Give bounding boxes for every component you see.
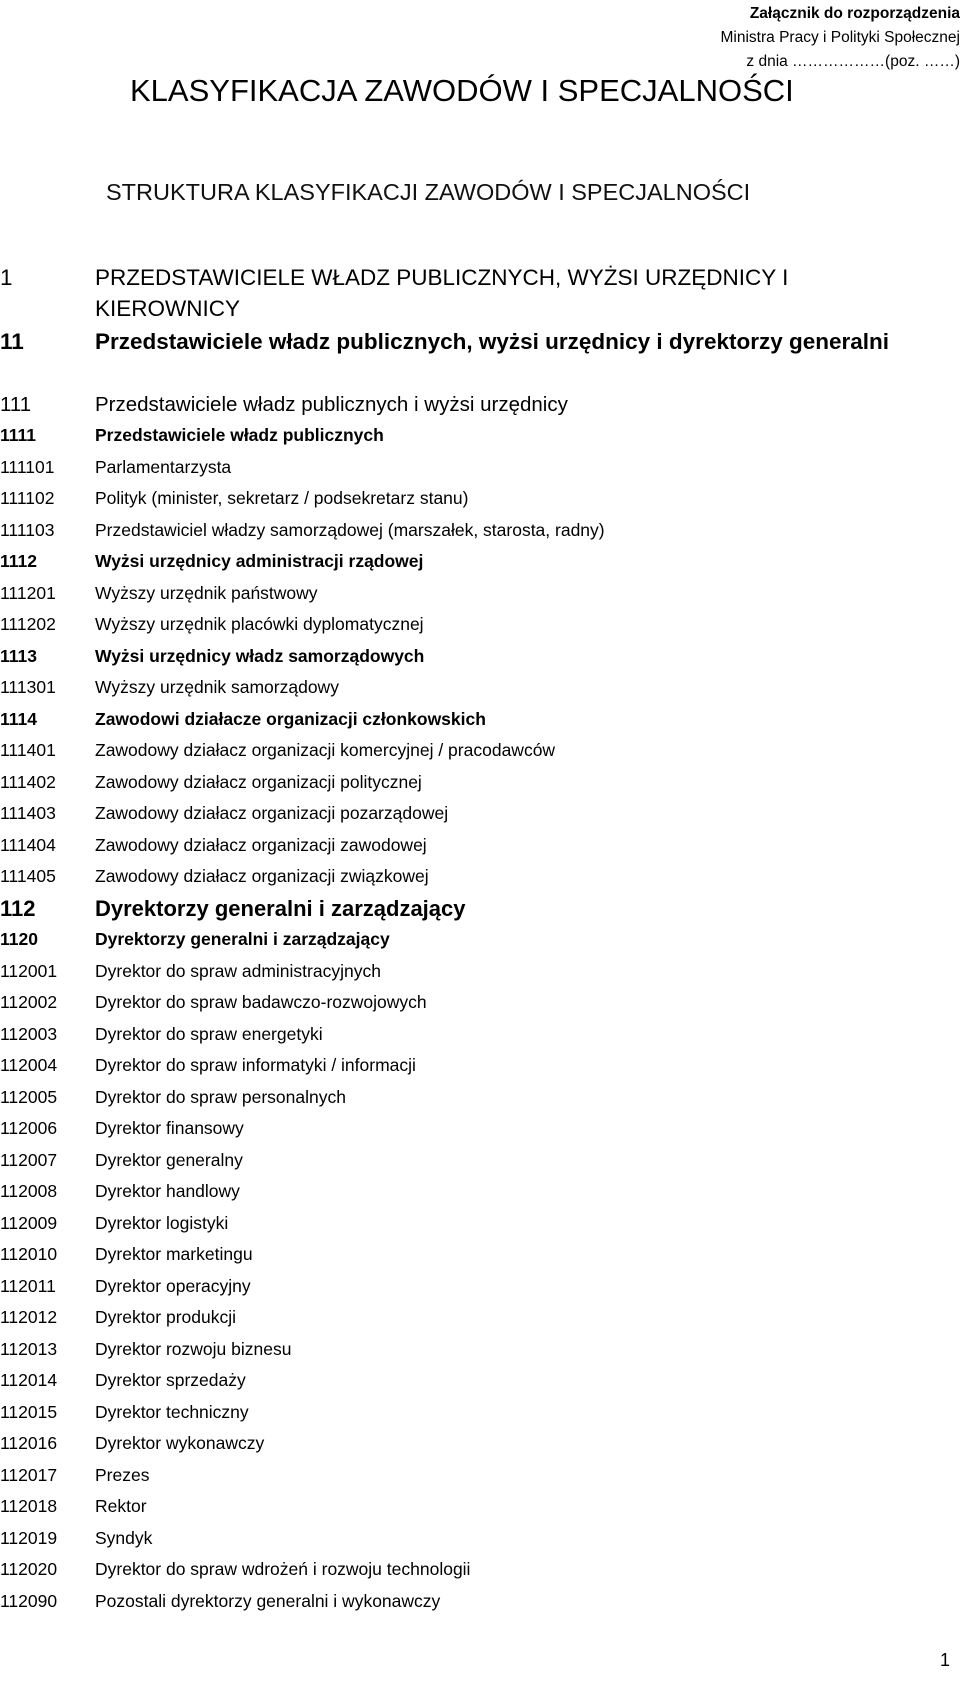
group-row — [0, 262, 945, 324]
occupation-code: 112015 — [0, 1401, 58, 1422]
group-label: PRZEDSTAWICIELE WŁADZ PUBLICZNYCH, WYŻSI URZĘDNICY I KIEROWNICY — [95, 265, 789, 321]
occupation-row — [0, 672, 945, 704]
occupation-label: Dyrektor do spraw informatyki / informacji — [95, 1055, 416, 1075]
occupation-row — [0, 1271, 945, 1303]
occupation-label: Wyższy urzędnik placówki dyplomatycznej — [95, 614, 424, 634]
occupation-row — [0, 483, 945, 515]
group-row — [0, 641, 945, 673]
occupation-code: 112001 — [0, 960, 58, 981]
occupation-label: Dyrektor generalny — [95, 1149, 243, 1170]
occupation-row — [0, 735, 945, 767]
occupation-code: 112004 — [0, 1055, 58, 1075]
occupation-row — [0, 578, 945, 610]
occupation-code: 112008 — [0, 1181, 58, 1201]
occupation-label: Zawodowy działacz organizacji zawodowej — [95, 834, 427, 855]
group-label: Wyżsi urzędnicy władz samorządowych — [95, 645, 425, 666]
occupation-row — [0, 830, 945, 862]
occupation-label: Dyrektor wykonawczy — [95, 1433, 265, 1453]
occupation-row — [0, 987, 945, 1019]
occupation-code: 112016 — [0, 1433, 58, 1453]
occupation-code: 112013 — [0, 1338, 58, 1359]
occupation-row — [0, 1208, 945, 1240]
group-label: Przedstawiciele władz publicznych — [95, 425, 384, 445]
group-row — [0, 326, 945, 388]
group-code: 1114 — [0, 708, 37, 729]
classification-list — [0, 262, 945, 1617]
occupation-code: 111403 — [0, 803, 56, 823]
occupation-label: Przedstawiciel władzy samorządowej (marszałek, starosta, radny) — [95, 519, 605, 540]
occupation-row — [0, 609, 945, 641]
occupation-code: 111405 — [0, 866, 56, 886]
page-number: 1 — [939, 1650, 950, 1670]
document-header — [721, 0, 960, 74]
group-code: 1120 — [0, 929, 38, 949]
group-row — [0, 924, 945, 956]
occupation-label: Zawodowy działacz organizacji politycznej — [95, 771, 422, 792]
occupation-row — [0, 1397, 945, 1429]
occupation-label: Dyrektor sprzedaży — [95, 1370, 246, 1390]
occupation-row — [0, 452, 945, 484]
occupation-row — [0, 1176, 945, 1208]
occupation-code: 112014 — [0, 1370, 58, 1390]
occupation-label: Dyrektor do spraw wdrożeń i rozwoju technologii — [95, 1559, 471, 1579]
occupation-label: Dyrektor finansowy — [95, 1118, 244, 1138]
occupation-row — [0, 1082, 945, 1114]
group-code: 1 — [0, 265, 13, 290]
group-label: Dyrektorzy generalni i zarządzający — [95, 929, 390, 949]
occupation-row — [0, 798, 945, 830]
occupation-label: Dyrektor marketingu — [95, 1244, 253, 1264]
occupation-row — [0, 1050, 945, 1082]
occupation-row — [0, 1113, 945, 1145]
occupation-row — [0, 767, 945, 799]
group-code: 11 — [0, 329, 24, 354]
group-code: 1111 — [0, 425, 37, 445]
occupation-row — [0, 1554, 945, 1586]
occupation-label: Dyrektor do spraw energetyki — [95, 1023, 323, 1044]
occupation-code: 111201 — [0, 582, 56, 603]
annex-label: Załącznik do rozporządzenia — [749, 5, 960, 22]
occupation-label: Wyższy urzędnik państwowy — [95, 582, 318, 603]
occupation-label: Dyrektor operacyjny — [95, 1275, 251, 1296]
occupation-label: Dyrektor techniczny — [95, 1401, 249, 1422]
occupation-label: Dyrektor do spraw administracyjnych — [95, 960, 381, 981]
occupation-label: Polityk (minister, sekretarz / podsekretarz stanu) — [95, 488, 469, 508]
occupation-label: Dyrektor logistyki — [95, 1212, 229, 1233]
occupation-code: 111301 — [0, 677, 56, 697]
occupation-code: 112003 — [0, 1023, 58, 1044]
occupation-label: Syndyk — [95, 1527, 153, 1548]
occupation-code: 112005 — [0, 1086, 58, 1107]
occupation-code: 111401 — [0, 740, 56, 760]
document-subtitle: STRUKTURA KLASYFIKACJI ZAWODÓW I SPECJALNOŚCI — [106, 179, 751, 205]
occupation-label: Dyrektor do spraw badawczo-rozwojowych — [95, 992, 427, 1012]
occupation-code: 111202 — [0, 614, 56, 634]
occupation-code: 112007 — [0, 1149, 58, 1170]
occupation-code: 112011 — [0, 1275, 56, 1296]
group-row — [0, 420, 945, 452]
group-label: Przedstawiciele władz publicznych i wyżsi urzędnicy — [95, 393, 568, 416]
occupation-code: 112009 — [0, 1212, 58, 1233]
occupation-row — [0, 1586, 945, 1618]
occupation-label: Pozostali dyrektorzy generalni i wykonawczy — [95, 1590, 441, 1611]
occupation-row — [0, 1145, 945, 1177]
occupation-row — [0, 515, 945, 547]
occupation-row — [0, 861, 945, 893]
occupation-row — [0, 1523, 945, 1555]
group-row — [0, 893, 945, 925]
occupation-code: 111103 — [0, 519, 55, 540]
occupation-row — [0, 1302, 945, 1334]
occupation-row — [0, 1334, 945, 1366]
occupation-label: Zawodowy działacz organizacji pozarządowej — [95, 803, 449, 823]
occupation-label: Dyrektor rozwoju biznesu — [95, 1338, 292, 1359]
occupation-code: 111102 — [0, 488, 55, 508]
occupation-label: Dyrektor produkcji — [95, 1307, 237, 1327]
group-label: Przedstawiciele władz publicznych, wyżsi urzędnicy i dyrektorzy generalni — [95, 329, 890, 354]
occupation-code: 112018 — [0, 1496, 58, 1516]
occupation-code: 112020 — [0, 1559, 58, 1579]
occupation-code: 112010 — [0, 1244, 58, 1264]
group-row — [0, 546, 945, 578]
occupation-code: 111402 — [0, 771, 56, 792]
group-row — [0, 390, 945, 420]
occupation-label: Zawodowy działacz organizacji komercyjnej / pracodawców — [95, 740, 556, 760]
occupation-row — [0, 956, 945, 988]
occupation-code: 112017 — [0, 1464, 58, 1485]
occupation-label: Zawodowy działacz organizacji związkowej — [95, 866, 429, 886]
occupation-code: 111404 — [0, 834, 56, 855]
occupation-code: 112006 — [0, 1118, 58, 1138]
group-row — [0, 704, 945, 736]
occupation-row — [0, 1019, 945, 1051]
group-label: Zawodowi działacze organizacji członkowskich — [95, 708, 486, 729]
occupation-code: 112090 — [0, 1590, 58, 1611]
ministry-label: Ministra Pracy i Polityki Społecznej — [720, 29, 960, 46]
occupation-label: Prezes — [95, 1464, 150, 1485]
document-title: KLASYFIKACJA ZAWODÓW I SPECJALNOŚCI — [130, 73, 794, 108]
group-label: Dyrektorzy generalni i zarządzający — [95, 895, 466, 921]
group-code: 1112 — [0, 551, 37, 571]
occupation-label: Wyższy urzędnik samorządowy — [95, 677, 339, 697]
group-label: Wyżsi urzędnicy administracji rządowej — [95, 551, 424, 571]
group-code: 112 — [0, 895, 36, 921]
occupation-label: Rektor — [95, 1496, 147, 1516]
occupation-row — [0, 1491, 945, 1523]
occupation-label: Dyrektor handlowy — [95, 1181, 240, 1201]
group-code: 111 — [0, 393, 32, 416]
occupation-label: Parlamentarzysta — [95, 456, 232, 477]
occupation-row — [0, 1428, 945, 1460]
occupation-label: Dyrektor do spraw personalnych — [95, 1086, 346, 1107]
occupation-code: 112002 — [0, 992, 58, 1012]
occupation-row — [0, 1365, 945, 1397]
occupation-code: 111101 — [0, 456, 55, 477]
occupation-code: 112019 — [0, 1527, 58, 1548]
occupation-code: 112012 — [0, 1307, 58, 1327]
occupation-row — [0, 1239, 945, 1271]
occupation-row — [0, 1460, 945, 1492]
group-code: 1113 — [0, 645, 37, 666]
date-line: z dnia ………………(poz. ……) — [746, 53, 960, 70]
